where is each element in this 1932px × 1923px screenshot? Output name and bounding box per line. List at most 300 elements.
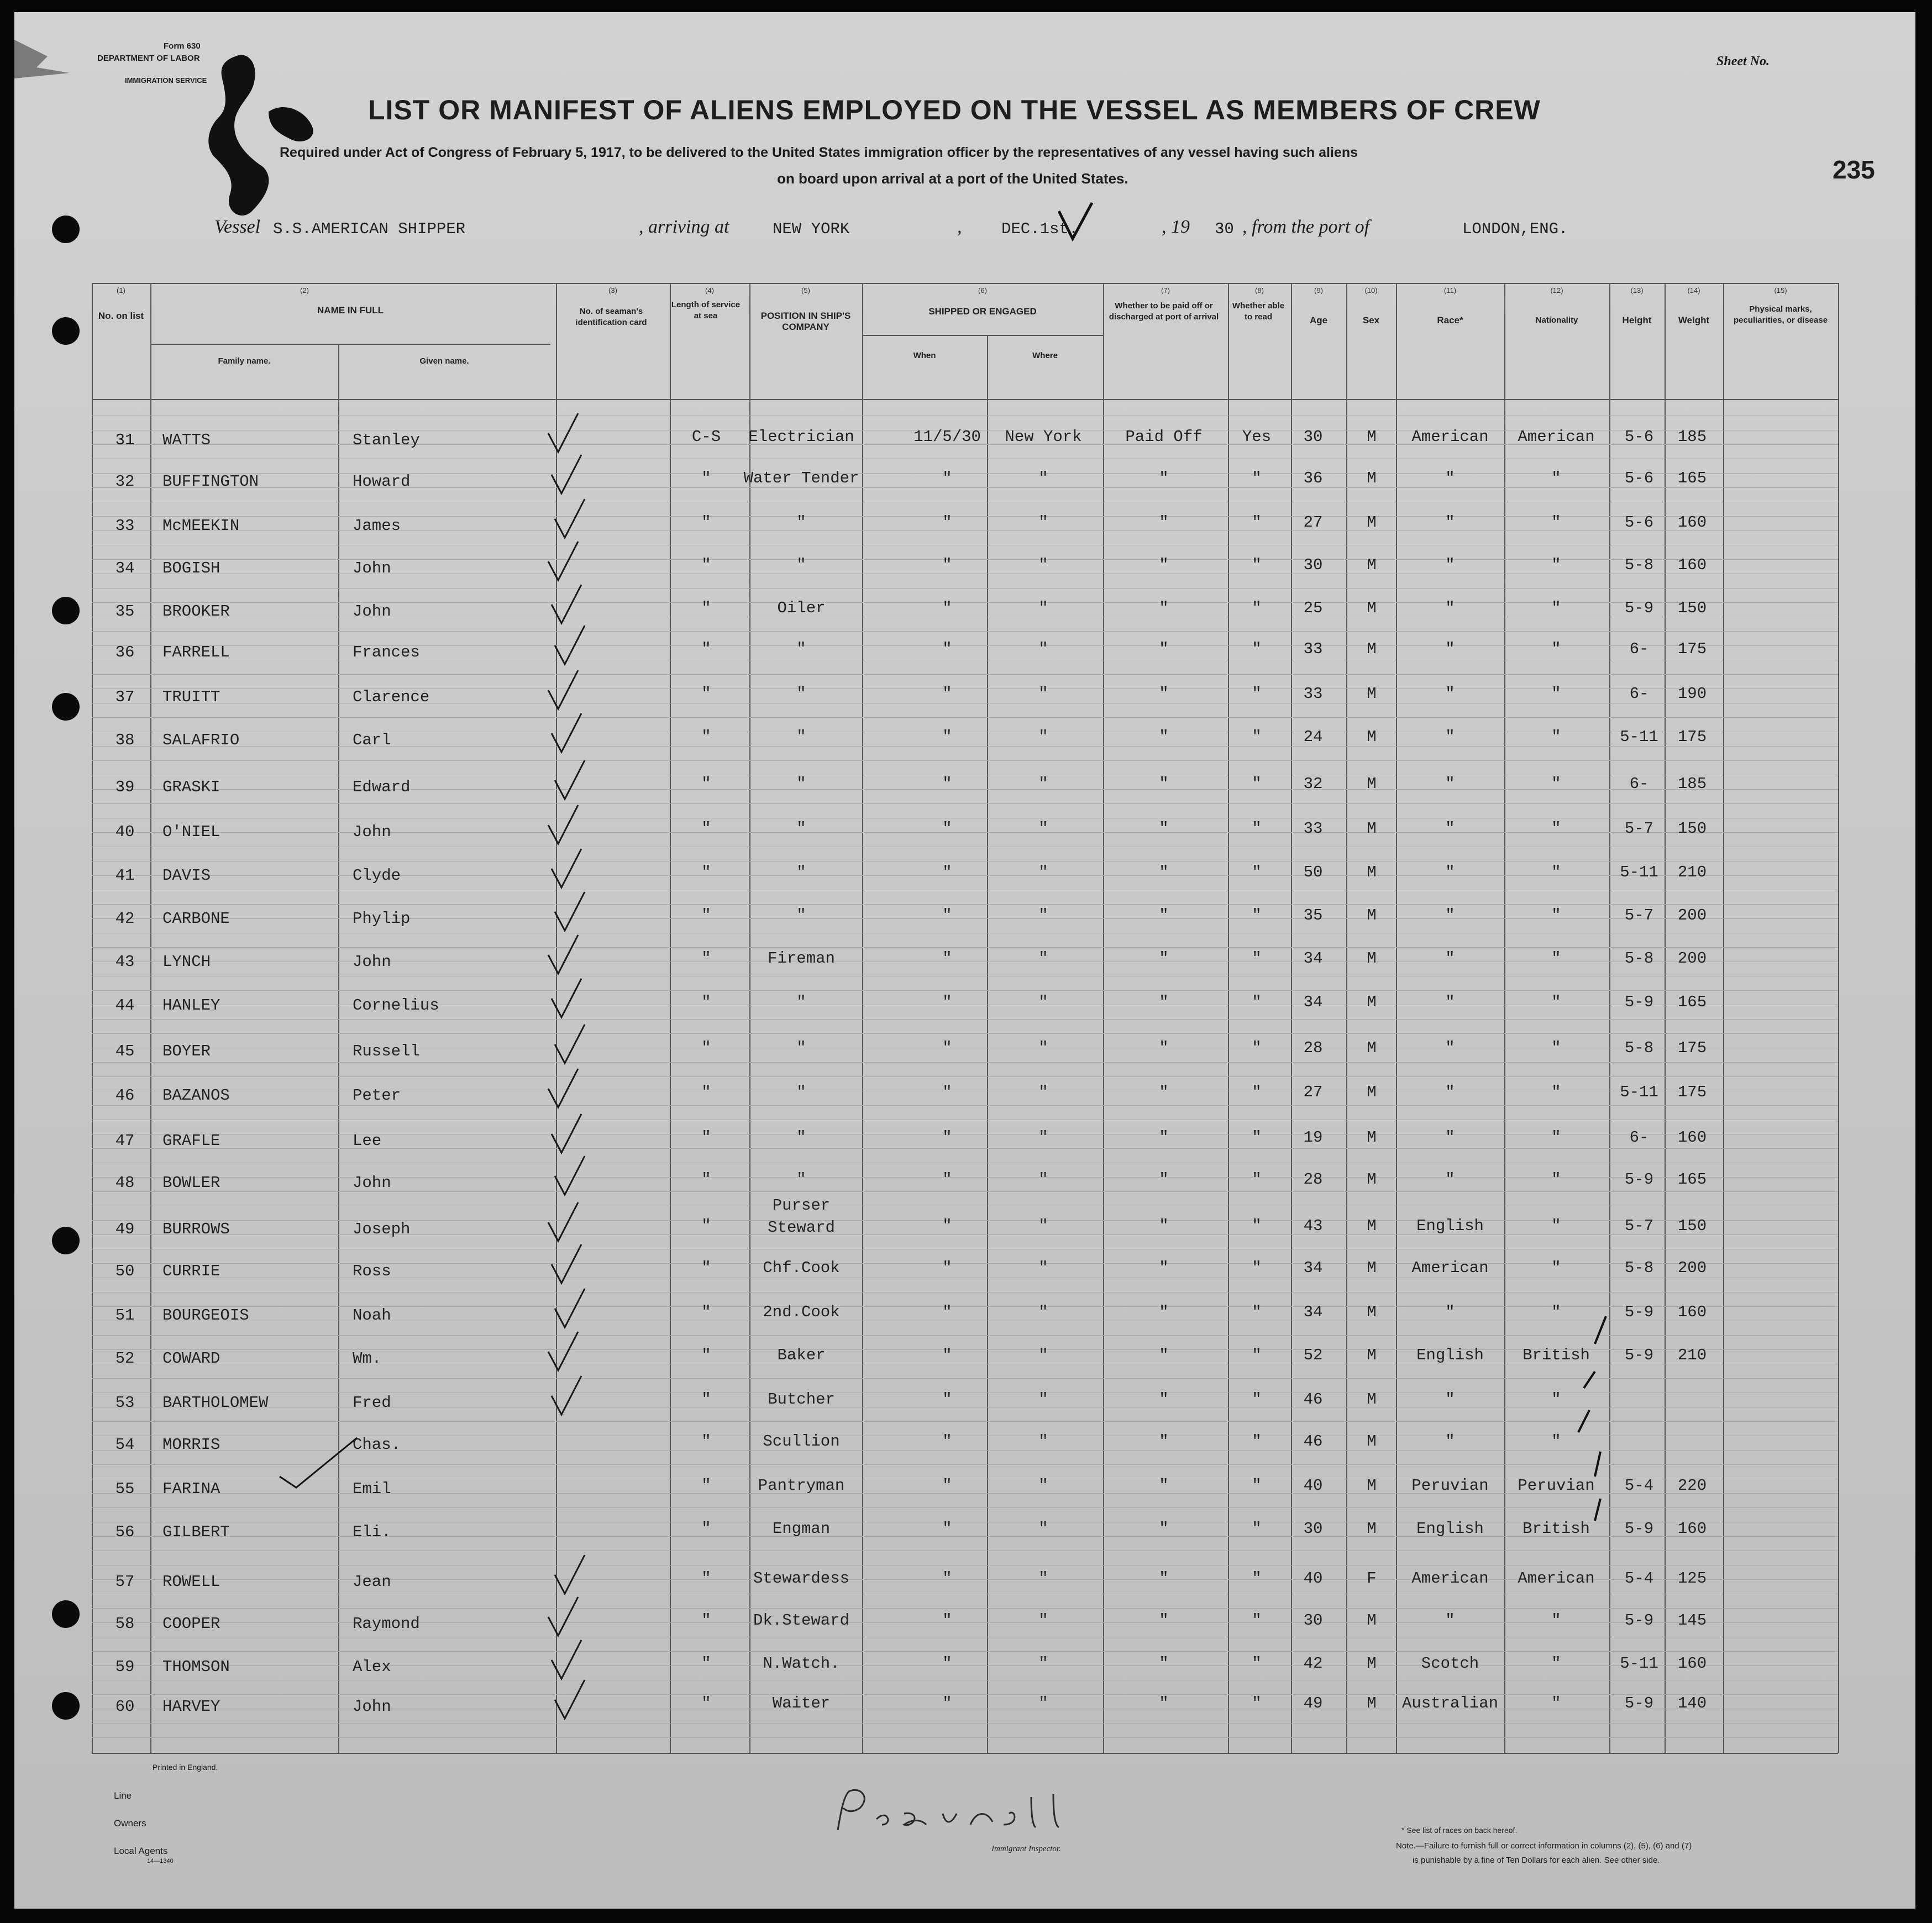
height-cell: 5-11	[1620, 728, 1658, 746]
weight-cell: 165	[1677, 469, 1707, 487]
row-number-cell: 53	[115, 1394, 135, 1412]
column-divider	[1291, 283, 1292, 1753]
age-cell: 30	[1303, 428, 1323, 446]
weight-cell: 150	[1677, 819, 1707, 838]
row-number-cell: 46	[115, 1086, 135, 1105]
service-length-cell: "	[701, 906, 711, 924]
position-cell: Dk.Steward	[753, 1611, 850, 1630]
shipped-where-cell: "	[1038, 1303, 1048, 1321]
shipped-when-cell: "	[942, 1346, 952, 1364]
header-bottom-border	[92, 399, 1838, 400]
able-to-read-cell: "	[1252, 1654, 1262, 1673]
sex-cell: M	[1367, 1083, 1377, 1101]
sex-cell: M	[1367, 599, 1377, 617]
check-mark-icon	[548, 847, 598, 891]
ruled-line	[92, 1651, 1838, 1652]
check-mark-icon	[545, 933, 595, 977]
age-cell: 32	[1303, 775, 1323, 793]
sex-cell: M	[1367, 1520, 1377, 1538]
race-cell: English	[1416, 1346, 1484, 1364]
sex-cell: M	[1367, 728, 1377, 746]
race-cell: "	[1445, 1039, 1455, 1057]
race-cell: American	[1411, 428, 1489, 446]
service-length-cell: "	[701, 513, 711, 532]
position-cell: "	[796, 1128, 806, 1147]
row-number-cell: 33	[115, 517, 135, 535]
col-header-paid-off: Whether to be paid off or discharged at port of arrival	[1109, 301, 1219, 322]
paid-off-cell: "	[1159, 1217, 1169, 1235]
row-number-cell: 56	[115, 1523, 135, 1541]
able-to-read-cell: "	[1252, 1039, 1262, 1057]
age-cell: 43	[1303, 1217, 1323, 1235]
col-header-position: POSITION IN SHIP'S COMPANY	[760, 311, 851, 332]
row-number-cell: 59	[115, 1658, 135, 1676]
check-mark-icon	[548, 711, 598, 755]
able-to-read-cell: "	[1252, 1346, 1262, 1364]
sex-cell: M	[1367, 1654, 1377, 1673]
col-header-card: No. of seaman's identification card	[575, 307, 647, 327]
column-divider	[1504, 283, 1505, 1753]
given-name-cell: Peter	[353, 1086, 401, 1105]
weight-cell: 190	[1677, 685, 1707, 703]
sex-cell: M	[1367, 863, 1377, 881]
column-divider	[1396, 283, 1397, 1753]
date-check-mark	[1053, 200, 1098, 244]
service-length-cell: "	[701, 863, 711, 881]
col-header-no: No. on list	[98, 311, 144, 321]
nationality-cell: "	[1551, 685, 1561, 703]
immigrant-inspector-label: Immigrant Inspector.	[991, 1845, 1061, 1853]
column-divider	[1228, 283, 1229, 1753]
shipped-where-cell: "	[1038, 1170, 1048, 1189]
able-to-read-cell: "	[1252, 1694, 1262, 1712]
shipped-subheader-line	[862, 335, 1103, 336]
family-name-cell: HANLEY	[162, 996, 221, 1015]
sex-cell: M	[1367, 949, 1377, 968]
able-to-read-cell: "	[1252, 513, 1262, 532]
nationality-cell: "	[1551, 1217, 1561, 1235]
able-to-read-cell: "	[1252, 1259, 1262, 1277]
shipped-when-cell: "	[942, 1303, 952, 1321]
paid-off-cell: "	[1159, 1694, 1169, 1712]
position-cell: "	[796, 993, 806, 1011]
family-name-cell: BOGISH	[162, 559, 221, 577]
position-cell: Pantryman	[758, 1477, 845, 1495]
service-length-cell: "	[701, 1520, 711, 1538]
age-cell: 33	[1303, 640, 1323, 658]
check-mark-icon	[548, 1638, 598, 1682]
paid-off-cell: "	[1159, 728, 1169, 746]
check-mark-icon	[552, 890, 601, 934]
shipped-when-cell: "	[942, 906, 952, 924]
vessel-name: S.S.AMERICAN SHIPPER	[273, 220, 466, 238]
able-to-read-cell: "	[1252, 819, 1262, 838]
shipped-where-cell: "	[1038, 1432, 1048, 1451]
height-cell: 5-7	[1624, 1217, 1654, 1235]
shipped-when-cell: "	[942, 949, 952, 968]
height-cell: 6-	[1629, 1128, 1649, 1147]
service-length-cell: "	[701, 1259, 711, 1277]
position-cell: "	[796, 819, 806, 838]
table-bottom-border	[92, 1753, 1838, 1754]
shipped-when-cell: "	[942, 1569, 952, 1588]
shipped-where-cell: "	[1038, 513, 1048, 532]
department-name: DEPARTMENT OF LABOR	[97, 54, 200, 63]
nationality-cell: "	[1551, 556, 1561, 574]
ruled-line	[92, 1694, 1838, 1695]
table-top-border	[92, 283, 1838, 284]
shipped-when-cell: "	[942, 993, 952, 1011]
position-cell: "	[796, 1083, 806, 1101]
shipped-where-cell: "	[1038, 1694, 1048, 1712]
year-prefix: , 19	[1162, 217, 1190, 237]
row-number-cell: 44	[115, 996, 135, 1015]
shipped-where-cell: New York	[1005, 428, 1082, 446]
service-length-cell: "	[701, 640, 711, 658]
ruled-line	[92, 588, 1838, 589]
position-cell: Water Tender	[743, 469, 859, 487]
shipped-where-cell: "	[1038, 1128, 1048, 1147]
given-name-cell: Edward	[353, 778, 411, 796]
given-name-cell: Cornelius	[353, 996, 439, 1015]
service-length-cell: "	[701, 775, 711, 793]
position-cell: "	[796, 906, 806, 924]
family-name-cell: THOMSON	[162, 1658, 230, 1676]
column-number: (6)	[978, 286, 987, 295]
position-cell: "	[796, 513, 806, 532]
shipped-where-cell: "	[1038, 556, 1048, 574]
family-name-cell: BROOKER	[162, 602, 230, 621]
printed-in-england: Printed in England.	[153, 1763, 218, 1772]
able-to-read-cell: "	[1252, 949, 1262, 968]
check-mark-icon	[548, 1374, 598, 1418]
sex-cell: M	[1367, 993, 1377, 1011]
weight-cell: 185	[1677, 428, 1707, 446]
race-cell: English	[1416, 1520, 1484, 1538]
position-cell: "	[796, 1170, 806, 1189]
height-cell: 5-9	[1624, 1303, 1654, 1321]
age-cell: 33	[1303, 685, 1323, 703]
family-name-cell: COWARD	[162, 1349, 221, 1368]
height-cell: 6-	[1629, 685, 1649, 703]
col-header-service: Length of service at sea	[671, 300, 741, 320]
height-cell: 5-9	[1624, 1346, 1654, 1364]
arrival-date: DEC.1st.	[1001, 220, 1079, 238]
age-cell: 24	[1303, 728, 1323, 746]
arrival-year: 30	[1215, 220, 1234, 238]
age-cell: 34	[1303, 1259, 1323, 1277]
age-cell: 28	[1303, 1039, 1323, 1057]
service-length-cell: "	[701, 1039, 711, 1057]
weight-cell: 140	[1677, 1694, 1707, 1712]
paid-off-cell: "	[1159, 1039, 1169, 1057]
shipped-when-cell: "	[942, 728, 952, 746]
position-cell: "	[796, 775, 806, 793]
height-cell: 6-	[1629, 775, 1649, 793]
weight-cell: 165	[1677, 1170, 1707, 1189]
age-cell: 28	[1303, 1170, 1323, 1189]
height-cell: 5-8	[1624, 1259, 1654, 1277]
service-length-cell: "	[701, 1654, 711, 1673]
column-divider	[987, 335, 988, 1753]
row-number-cell: 54	[115, 1436, 135, 1454]
race-cell: "	[1445, 775, 1455, 793]
shipped-where-cell: "	[1038, 685, 1048, 703]
position-cell: Waiter	[772, 1694, 831, 1712]
weight-cell: 175	[1677, 640, 1707, 658]
height-cell: 5-9	[1624, 993, 1654, 1011]
col-header-family: Family name.	[218, 356, 271, 366]
tear-mark	[14, 34, 92, 78]
col-header-sex: Sex	[1362, 315, 1380, 325]
paid-off-cell: "	[1159, 1477, 1169, 1495]
height-cell: 5-6	[1624, 469, 1654, 487]
shipped-where-cell: "	[1038, 599, 1048, 617]
check-mark-icon	[548, 976, 598, 1021]
check-mark-icon	[552, 497, 601, 541]
paid-off-cell: "	[1159, 640, 1169, 658]
position-cell: "	[796, 1039, 806, 1057]
service-length-cell: "	[701, 1303, 711, 1321]
race-cell: "	[1445, 599, 1455, 617]
row-number-cell: 35	[115, 602, 135, 621]
age-cell: 27	[1303, 513, 1323, 532]
row-number-cell: 49	[115, 1220, 135, 1238]
family-name-cell: BUFFINGTON	[162, 472, 259, 491]
able-to-read-cell: "	[1252, 1477, 1262, 1495]
race-cell: "	[1445, 556, 1455, 574]
height-cell: 5-11	[1620, 1654, 1658, 1673]
sex-cell: M	[1367, 1259, 1377, 1277]
service-length-cell: "	[701, 685, 711, 703]
family-name-cell: BARTHOLOMEW	[162, 1394, 269, 1412]
age-cell: 46	[1303, 1432, 1323, 1451]
col-header-name: NAME IN FULL	[317, 305, 384, 316]
weight-cell: 145	[1677, 1611, 1707, 1630]
sex-cell: M	[1367, 1217, 1377, 1235]
race-cell: Peruvian	[1411, 1477, 1489, 1495]
page-title: LIST OR MANIFEST OF ALIENS EMPLOYED ON THE VESSEL AS MEMBERS OF CREW	[368, 94, 1541, 125]
race-cell: "	[1445, 949, 1455, 968]
given-name-cell: Phylip	[353, 910, 411, 928]
sex-cell: M	[1367, 1432, 1377, 1451]
race-cell: "	[1445, 1432, 1455, 1451]
age-cell: 49	[1303, 1694, 1323, 1712]
given-name-cell: Russell	[353, 1042, 420, 1060]
ruled-line	[92, 1062, 1838, 1063]
sheet-number-label: Sheet No.	[1716, 54, 1770, 69]
col-header-given: Given name.	[419, 356, 469, 366]
shipped-when-cell: "	[942, 1083, 952, 1101]
able-to-read-cell: "	[1252, 1432, 1262, 1451]
shipped-when-cell: "	[942, 1170, 952, 1189]
race-cell: "	[1445, 469, 1455, 487]
weight-cell: 200	[1677, 1259, 1707, 1277]
column-number: (9)	[1314, 286, 1323, 295]
sex-cell: M	[1367, 1390, 1377, 1409]
paid-off-cell: "	[1159, 1259, 1169, 1277]
ruled-line	[92, 947, 1838, 948]
arriving-label: , arriving at	[639, 217, 729, 237]
service-length-cell: "	[701, 728, 711, 746]
family-name-cell: MORRIS	[162, 1436, 221, 1454]
shipped-when-cell: "	[942, 775, 952, 793]
nationality-cell: "	[1551, 599, 1561, 617]
punch-hole	[52, 693, 80, 721]
weight-cell: 175	[1677, 728, 1707, 746]
ruled-line	[92, 717, 1838, 718]
position-cell: "	[796, 640, 806, 658]
nationality-cell: "	[1551, 1654, 1561, 1673]
paid-off-cell: "	[1159, 556, 1169, 574]
check-mark-icon	[552, 623, 601, 668]
weight-cell: 160	[1677, 1520, 1707, 1538]
column-divider	[1346, 283, 1347, 1753]
paid-off-cell: "	[1159, 863, 1169, 881]
height-cell: 5-9	[1624, 1611, 1654, 1630]
family-name-cell: GILBERT	[162, 1523, 230, 1541]
race-cell: English	[1416, 1217, 1484, 1235]
nationality-cell: American	[1518, 428, 1595, 446]
weight-cell: 160	[1677, 513, 1707, 532]
paid-off-cell: "	[1159, 949, 1169, 968]
col-header-weight: Weight	[1678, 315, 1710, 325]
shipped-where-cell: "	[1038, 1520, 1048, 1538]
able-to-read-cell: "	[1252, 1569, 1262, 1588]
age-cell: 27	[1303, 1083, 1323, 1101]
ruled-line	[92, 1076, 1838, 1077]
age-cell: 52	[1303, 1346, 1323, 1364]
shipped-where-cell: "	[1038, 1217, 1048, 1235]
sex-cell: M	[1367, 556, 1377, 574]
col-header-physical: Physical marks, peculiarities, or disease	[1733, 304, 1828, 325]
paid-off-cell: "	[1159, 1611, 1169, 1630]
given-name-cell: Clyde	[353, 866, 401, 885]
form-number: Form 630	[164, 41, 201, 51]
check-mark-icon	[545, 668, 595, 712]
column-number: (8)	[1255, 286, 1264, 295]
ruled-line	[92, 904, 1838, 905]
shipped-when-cell: "	[942, 640, 952, 658]
service-length-cell: "	[701, 1694, 711, 1712]
shipped-when-cell: "	[942, 1390, 952, 1409]
height-cell: 5-6	[1624, 428, 1654, 446]
column-number: (5)	[801, 286, 810, 295]
row-number-cell: 47	[115, 1132, 135, 1150]
shipped-where-cell: "	[1038, 1083, 1048, 1101]
family-name-cell: GRASKI	[162, 778, 221, 796]
col-header-race: Race*	[1437, 315, 1463, 325]
given-name-cell: John	[353, 1174, 391, 1192]
nationality-cell: "	[1551, 640, 1561, 658]
able-to-read-cell: "	[1252, 640, 1262, 658]
position-cell: Engman	[772, 1520, 831, 1538]
col-header-age: Age	[1309, 315, 1328, 325]
subtitle-line-2: on board upon arrival at a port of the United States.	[777, 170, 1128, 187]
column-divider	[862, 283, 863, 1753]
line-label: Line	[114, 1790, 132, 1801]
check-mark-icon	[552, 1678, 601, 1722]
sex-cell: M	[1367, 1477, 1377, 1495]
shipped-where-cell: "	[1038, 1259, 1048, 1277]
column-divider	[1103, 283, 1104, 1753]
family-name-cell: BURROWS	[162, 1220, 230, 1238]
shipped-where-cell: "	[1038, 906, 1048, 924]
position-cell: "	[796, 685, 806, 703]
punch-hole	[52, 597, 80, 624]
punch-hole	[52, 216, 80, 243]
check-mark-icon	[552, 1022, 601, 1066]
service-length-cell: "	[701, 819, 711, 838]
race-cell: American	[1411, 1259, 1489, 1277]
weight-cell: 125	[1677, 1569, 1707, 1588]
ruled-line	[92, 760, 1838, 761]
position-cell: Chf.Cook	[763, 1259, 840, 1277]
family-name-cell: BAZANOS	[162, 1086, 230, 1105]
row-number-cell: 45	[115, 1042, 135, 1060]
family-name-cell: BOWLER	[162, 1174, 221, 1192]
race-cell: "	[1445, 685, 1455, 703]
column-number: (15)	[1774, 286, 1787, 295]
position-cell: Butcher	[768, 1390, 835, 1409]
col-header-where: Where	[1032, 351, 1058, 360]
position-cell: N.Watch.	[763, 1654, 840, 1673]
row-number-cell: 40	[115, 823, 135, 841]
race-cell: "	[1445, 1611, 1455, 1630]
weight-cell: 175	[1677, 1039, 1707, 1057]
punch-hole	[52, 1692, 80, 1720]
sex-cell: M	[1367, 906, 1377, 924]
age-cell: 33	[1303, 819, 1323, 838]
given-name-cell: John	[353, 953, 391, 971]
age-cell: 40	[1303, 1569, 1323, 1588]
given-name-cell: Alex	[353, 1658, 391, 1676]
shipped-where-cell: "	[1038, 863, 1048, 881]
check-mark-icon	[545, 1595, 595, 1639]
race-cell: "	[1445, 863, 1455, 881]
service-length-cell: "	[701, 1346, 711, 1364]
col-header-shipped: SHIPPED OR ENGAGED	[928, 306, 1037, 317]
service-length-cell: "	[701, 599, 711, 617]
height-cell: 5-9	[1624, 599, 1654, 617]
shipped-when-cell: "	[942, 1217, 952, 1235]
race-cell: "	[1445, 1083, 1455, 1101]
column-number: (10)	[1364, 286, 1378, 295]
service-length-cell: "	[701, 469, 711, 487]
given-name-cell: John	[353, 602, 391, 621]
check-mark-icon	[548, 582, 598, 627]
paid-off-cell: "	[1159, 599, 1169, 617]
sex-cell: M	[1367, 1128, 1377, 1147]
origin-port: LONDON,ENG.	[1462, 220, 1568, 238]
family-name-cell: CURRIE	[162, 1262, 221, 1280]
given-name-cell: Clarence	[353, 688, 430, 706]
row-number-cell: 39	[115, 778, 135, 796]
row-number-cell: 32	[115, 472, 135, 491]
family-name-cell: HARVEY	[162, 1698, 221, 1716]
nationality-cell: British	[1523, 1346, 1590, 1364]
height-cell: 5-11	[1620, 1083, 1658, 1101]
check-mark-icon	[548, 453, 598, 497]
given-name-cell: Howard	[353, 472, 411, 491]
position-cell: Purser Steward	[768, 1196, 835, 1237]
service-length-cell: "	[701, 1170, 711, 1189]
position-cell: Oiler	[777, 599, 826, 617]
paid-off-cell: "	[1159, 1569, 1169, 1588]
fine-note-line-2: is punishable by a fine of Ten Dollars for each alien. See other side.	[1413, 1856, 1660, 1865]
col-header-nationality: Nationality	[1535, 316, 1578, 325]
position-cell: "	[796, 728, 806, 746]
